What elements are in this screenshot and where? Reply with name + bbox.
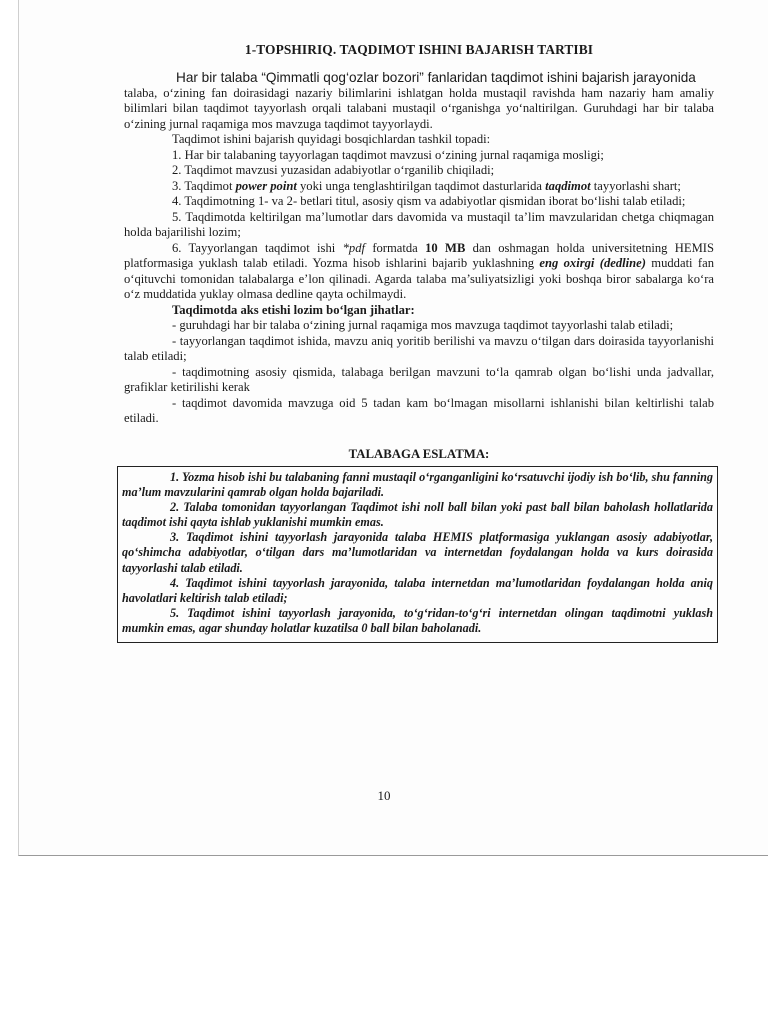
aspect-item: - taqdimotning asosiy qismida, talabaga berilgan mavzuni to‘la qamrab olgan bo‘lishi unda jadvallar, grafiklar ketirilishi kerak: [124, 364, 714, 394]
stage-text: muddati fan o‘qituvchi tomonidan talabalarga e’lon qilinadi. Agarda talaba ma’suliyatsizligi yoki boshqa biror sabalarga ko‘ra o‘z muddatida yuklay olmasa dedline qayta ochilmaydi.: [124, 256, 714, 301]
stage-text: tayyorlashi shart;: [590, 178, 681, 193]
note-item: 5. Taqdimot ishini tayyorlash jarayonida, to‘g‘ridan-to‘g‘ri internetdan olingan taqdimotni yuklash mumkin emas, agar shunday holatlar kuzatilsa 0 ball bilan baholanadi.: [122, 605, 713, 635]
stage-text: dan oshmagan holda universitetning HEMIS platformasiga yuklash talab etiladi. Yozma hisob ishlarini bajarib yuklashning: [124, 240, 714, 270]
stage-item: [124, 179, 714, 195]
stage-item: 4. Taqdimotning 1- va 2- betlari titul, asosiy qism va adabiyotlar qismidan iborat bo‘lishi talab etiladi;: [172, 194, 686, 208]
note-heading: TALABAGA ESLATMA:: [348, 446, 490, 461]
note-item: 3. Taqdimot ishini tayyorlash jarayonida talaba HEMIS platformasiga yuklangan asosiy adabiyotlar, qo‘shimcha adabiyotlar, o‘tilgan dars ma’lumotlaridan va internetdan foydalangan holda va kurs doirasida tayyorlashi talab etiladi.: [122, 530, 713, 575]
note-item: 2. Talaba tomonidan tayyorlangan Taqdimot ishi noll ball bilan yoki past ball bilan baholash hollatlarida taqdimot ishi qayta ishlab yuklanishi mumkin emas.: [122, 500, 713, 530]
note-item: 1. Yozma hisob ishi bu talabaning fanni mustaqil o‘rganganligini ko‘rsatuvchi ijodiy ish bo‘lib, shu fanning ma’lum mavzularini qamrab olgan holda bajariladi.: [122, 470, 713, 500]
stage-emphasis: power point: [235, 178, 297, 193]
document-body: [124, 42, 714, 643]
note-item: 4. Taqdimot ishini tayyorlash jarayonida, talaba internetdan ma’lumotlaridan foydalangan holda aniq havolatlari keltirish talab etiladi;: [122, 575, 713, 605]
aspect-item: - tayyorlangan taqdimot ishida, mavzu aniq yoritib berilishi va mavzu o‘tilgan dars doirasida tayyorlanishi talab etiladi;: [124, 333, 714, 363]
intro-lead: Har bir talaba “Qimmatli qog‘ozlar bozori” fanlaridan taqdimot ishini bajarish jarayonida: [176, 69, 696, 85]
stage-emphasis: *pdf: [342, 240, 365, 255]
stage-text: formatda: [364, 240, 426, 255]
stage-text: 3. Taqdimot: [172, 178, 236, 193]
stage-text: 6. Tayyorlangan taqdimot ishi: [172, 240, 343, 255]
stage-item: 5. Taqdimotda keltirilgan ma’lumotlar dars davomida va mustaqil ta’lim mavzularidan chetga chiqmagan holda bajarilishi lozim;: [124, 209, 714, 239]
stage-emphasis: eng oxirgi (dedline): [539, 256, 646, 270]
aspect-item: - taqdimot davomida mavzuga oid 5 tadan kam bo‘lmagan misollarni ishlanishi bilan keltirlishi talab etiladi.: [124, 395, 714, 425]
stage-item: [124, 241, 714, 303]
stage-emphasis: 10 MB: [425, 240, 466, 255]
stage-item: 2. Taqdimot mavzusi yuzasidan adabiyotlar o‘rganilib chiqiladi;: [172, 163, 495, 177]
aspect-item: - guruhdagi har bir talaba o‘zining jurnal raqamiga mos mavzuga taqdimot tayyorlashi talab etiladi;: [172, 318, 674, 332]
stage-item: 1. Har bir talabaning tayyorlagan taqdimot mavzusi o‘zining jurnal raqamiga mosligi;: [172, 147, 604, 162]
intro-text: talaba, o‘zining fan doirasidagi nazariy bilimlarini ishlatgan holda mustaqil ravishda ham nazariy ham amaliy bilimlari bilan taqdimot tayyorlash orqali talabani mustaqil o‘rganishga yo‘naltirilgan. Guruhdagi har bir talaba o‘zining jurnal raqamiga mos mavzuga taqdimot tayyorlaydi.: [124, 85, 714, 131]
document-title: 1-TOPSHIRIQ. TAQDIMOT ISHINI BAJARISH TARTIBI: [244, 42, 594, 57]
aspects-heading: Taqdimotda aks etishi lozim bo‘lgan jihatlar:: [172, 302, 415, 317]
note-box: [117, 466, 718, 643]
stage-text: yoki unga tenglashtirilgan taqdimot dasturlarida: [296, 178, 546, 193]
stages-intro: Taqdimot ishini bajarish quyidagi bosqichlardan tashkil topadi:: [172, 132, 491, 146]
stage-emphasis: taqdimot: [545, 178, 591, 193]
page-number: 10: [377, 788, 391, 803]
